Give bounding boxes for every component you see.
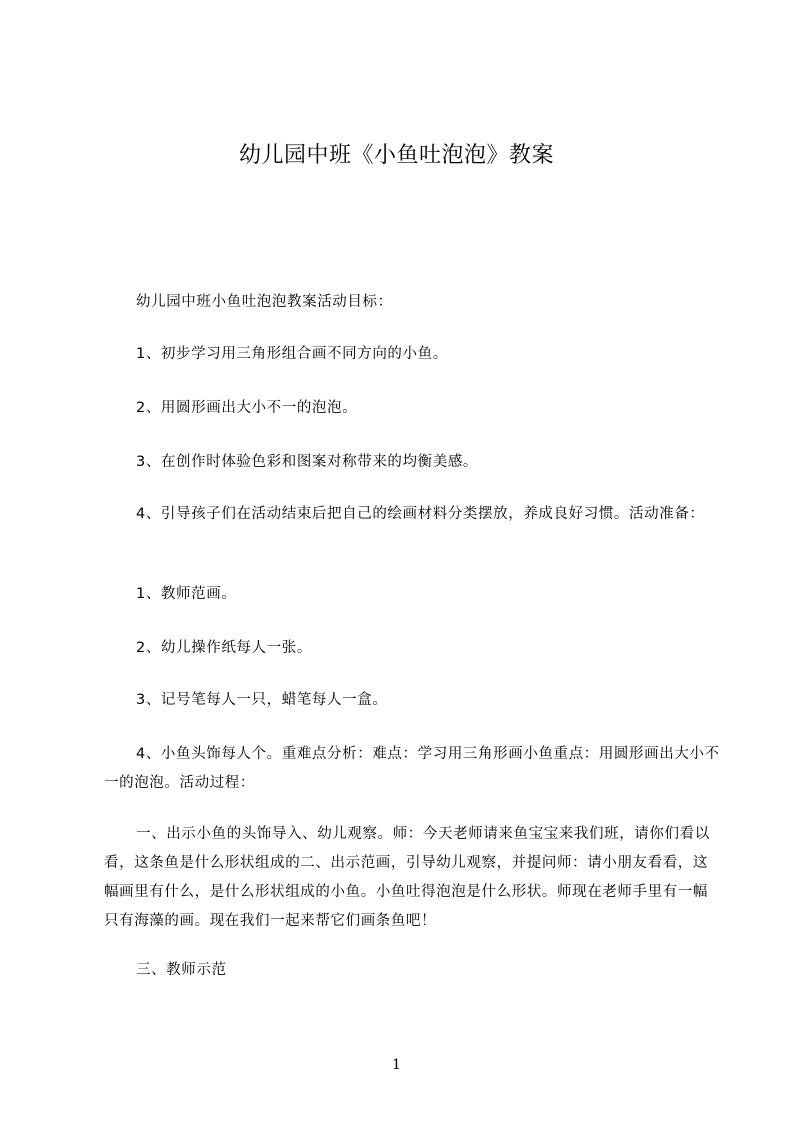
paragraph-prep-3: 3、记号笔每人一只，蜡笔每人一盒。 <box>136 692 388 708</box>
paragraph-prep-1: 1、教师范画。 <box>136 586 237 602</box>
paragraph-prep-2: 2、幼儿操作纸每人一张。 <box>136 640 312 656</box>
paragraph-process-3: 三、教师示范 <box>136 962 227 978</box>
paragraph-objective-1: 1、初步学习用三角形组合画不同方向的小鱼。 <box>136 346 448 362</box>
page-number: 1 <box>392 1057 401 1073</box>
paragraph-objective-4: 4、引导孩子们在活动结束后把自己的绘画材料分类摆放，养成良好习惯。活动准备： <box>136 506 705 522</box>
paragraph-prep-4: 4、小鱼头饰每人个。重难点分析：难点：学习用三角形画小鱼重点：用圆形画出大小不一的泡泡。活动过程： <box>104 746 720 791</box>
paragraph-process-1: 一、出示小鱼的头饰导入、幼儿观察。师：今天老师请来鱼宝宝来我们班，请你们看以看，这条鱼是什么形状组成的二、出示范画，引导幼儿观察，并提问师：请小朋友看看，这幅画里有什么，是什么形状组成的小鱼。小鱼吐得泡泡是什么形状。师现在老师手里有一幅只有海藻的画。现在我们一起来帮它们画条鱼吧！ <box>104 826 710 929</box>
document-title: 幼儿园中班《小鱼吐泡泡》教案 <box>238 143 554 168</box>
paragraph-objective-2: 2、用圆形画出大小不一的泡泡。 <box>136 400 358 416</box>
paragraph-objective-3: 3、在创作时体验色彩和图案对称带来的均衡美感。 <box>136 454 479 470</box>
paragraph-objectives-heading: 幼儿园中班小鱼吐泡泡教案活动目标： <box>136 294 393 310</box>
